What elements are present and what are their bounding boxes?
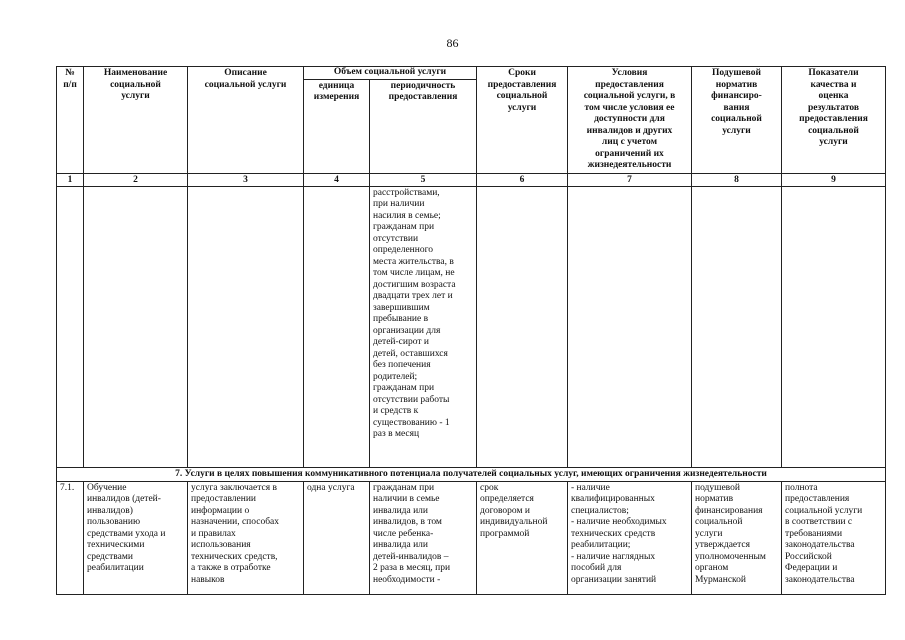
header-row-1 [57,67,886,80]
column-number: 8 [692,173,782,186]
section-heading-row [57,467,886,481]
table-cell [568,186,692,467]
header-quality-indicators: Показатели качества и оценка результатов предоставления социальной услуги [782,67,886,174]
header-periodicity: периодичность предоставления [370,79,477,173]
periodicity-cell: гражданам при наличии в семье инвалида или инвалидов, в том числе ребенка- инвалида или детей-инвалидов – 2 раза в месяц, при необходимости - [370,481,477,594]
column-number: 5 [370,173,477,186]
table-cell [188,186,304,467]
conditions-cell: - наличие квалифицированных специалистов; - наличие необходимых технических средств реабилитации; - наличие наглядных пособий для организации занятий [568,481,692,594]
periodicity-cell: расстройствами, при наличии насилия в семье; гражданам при отсутствии определенного места жительства, в том числе лицам, не достигшим возраста двадцати трех лет и завершившим пребывание в организации для детей-сирот и детей, оставшихся без попечения родителей; гражданам при отсутствии работы и средств к существованию - 1 раз в месяц [370,186,477,467]
table-cell [84,186,188,467]
column-number: 2 [84,173,188,186]
header-terms: Сроки предоставления социальной услуги [477,67,568,174]
continuation-row [57,186,886,467]
table-cell [782,186,886,467]
header-unit: единица измерения [304,79,370,173]
column-number: 1 [57,173,84,186]
header-conditions: Условия предоставления социальной услуги, в том числе условия ее доступности для инвалидов и других лиц с учетом ограничений их жизнедеятельности [568,67,692,174]
page-number: 86 [446,36,459,50]
service-name-cell: Обучение инвалидов (детей- инвалидов) пользованию средствами ухода и техническими средствами реабилитации [84,481,188,594]
row-number: 7.1. [57,481,84,594]
column-number: 3 [188,173,304,186]
table-cell [304,186,370,467]
column-number: 6 [477,173,568,186]
section-title: 7. Услуги в целях повышения коммуникативного потенциала получателей социальных услуг, имеющих ограничения жизнедеятельности [57,467,886,481]
column-number: 7 [568,173,692,186]
service-description-cell: услуга заключается в предоставлении информации о назначении, способах и правилах использования технических средств, а также в отработке навыков [188,481,304,594]
column-numbers-row [57,173,886,186]
column-number: 4 [304,173,370,186]
social-services-table [56,66,886,595]
unit-cell: одна услуга [304,481,370,594]
header-funding-norm: Подушевой норматив финансиро- вания социальной услуги [692,67,782,174]
table-row-7-1 [57,481,886,594]
funding-norm-cell: подушевой норматив финансирования социальной услуги утверждается уполномоченным органом Мурманской [692,481,782,594]
header-service-description: Описание социальной услуги [188,67,304,174]
quality-cell: полнота предоставления социальной услуги в соответствии с требованиями законодательства Российской Федерации и законодательства [782,481,886,594]
column-number: 9 [782,173,886,186]
header-service-name: Наименование социальной услуги [84,67,188,174]
table-cell [692,186,782,467]
table-cell [57,186,84,467]
header-volume-group: Объем социальной услуги [304,67,477,80]
term-cell: срок определяется договором и индивидуальной программой [477,481,568,594]
table-cell [477,186,568,467]
header-number: № п/п [57,67,84,174]
